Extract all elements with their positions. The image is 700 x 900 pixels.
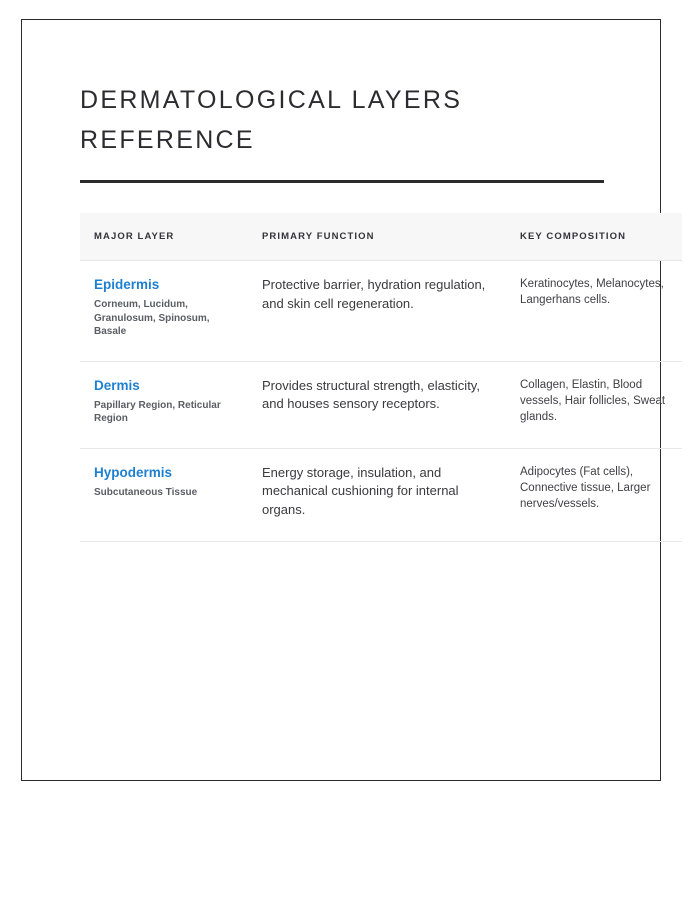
table-row bbox=[80, 448, 682, 542]
cell-major-layer bbox=[80, 361, 248, 448]
document-page bbox=[21, 19, 666, 781]
document-content bbox=[80, 80, 666, 542]
cell-primary-function: Provides structural strength, elasticity, and houses sensory receptors. bbox=[248, 361, 506, 448]
dermatological-layers-table bbox=[80, 213, 682, 542]
table-header-row bbox=[80, 213, 682, 261]
table-row bbox=[80, 361, 682, 448]
layer-sublayers: Corneum, Lucidum, Granulosum, Spinosum, Basale bbox=[94, 299, 210, 337]
cell-primary-function: Protective barrier, hydration regulation, and skin cell regeneration. bbox=[248, 261, 506, 362]
layer-name: Hypodermis bbox=[94, 464, 173, 480]
cell-major-layer bbox=[80, 448, 248, 542]
layer-sublayers: Papillary Region, Reticular Region bbox=[94, 399, 221, 424]
title-divider-rule bbox=[80, 180, 604, 183]
layer-name: Epidermis bbox=[94, 277, 160, 292]
table-header bbox=[80, 213, 682, 261]
layer-name: Dermis bbox=[94, 377, 140, 393]
column-header-key-composition: KEY COMPOSITION bbox=[506, 213, 682, 261]
page-title: DERMATOLOGICAL LAYERS REFERENCE bbox=[80, 86, 463, 154]
layer-sublayers: Subcutaneous Tissue bbox=[94, 486, 198, 498]
cell-key-composition: Adipocytes (Fat cells), Connective tissue, Larger nerves/vessels. bbox=[506, 448, 682, 542]
table-row bbox=[80, 261, 682, 362]
cell-key-composition: Keratinocytes, Melanocytes, Langerhans cells. bbox=[506, 261, 682, 362]
cell-primary-function: Energy storage, insulation, and mechanical cushioning for internal organs. bbox=[248, 448, 506, 542]
table-body bbox=[80, 261, 682, 542]
column-header-primary-function: PRIMARY FUNCTION bbox=[248, 213, 506, 261]
cell-key-composition: Collagen, Elastin, Blood vessels, Hair follicles, Sweat glands. bbox=[506, 361, 682, 448]
column-header-major-layer: MAJOR LAYER bbox=[80, 213, 248, 261]
cell-major-layer bbox=[80, 261, 248, 362]
